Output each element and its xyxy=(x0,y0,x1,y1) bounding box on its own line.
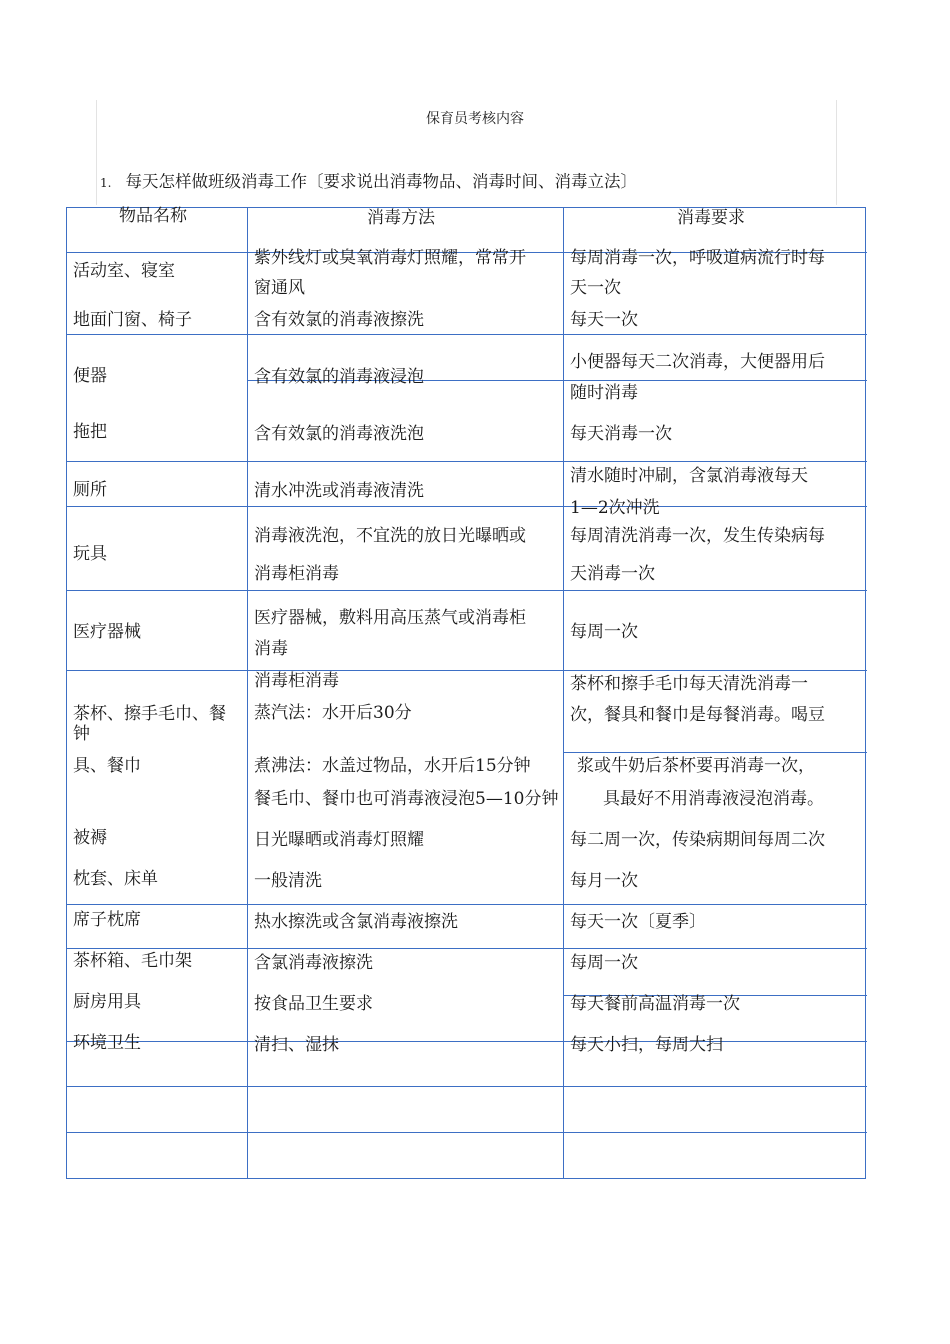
req-bedding: 每二周一次，传染病期间每周二次 xyxy=(570,830,825,850)
req-activity-room: 每周消毒一次，呼吸道病流行时每 xyxy=(570,248,825,268)
req-cups-towels-4: 具最好不用消毒液浸泡消毒。 xyxy=(603,789,824,809)
item-mat: 席子枕席 xyxy=(73,910,141,930)
item-toilet: 厕所 xyxy=(73,480,107,500)
req-mat: 每天一次〔夏季〕 xyxy=(570,912,706,932)
item-medical: 医疗器械 xyxy=(73,622,141,642)
method-environment: 清扫、湿抹 xyxy=(254,1035,339,1055)
item-environment: 环境卫生 xyxy=(73,1033,141,1053)
question-text: 每天怎样做班级消毒工作〔要求说出消毒物品、消毒时间、消毒立法〕 xyxy=(125,172,637,191)
method-floor-doors: 含有效氯的消毒液擦洗 xyxy=(254,310,424,330)
header-item-name: 物品名称 xyxy=(119,206,187,226)
question-1 xyxy=(100,168,637,192)
req-pillowcase: 每月一次 xyxy=(570,871,638,891)
item-cups-towels-cont2: 具、餐巾 xyxy=(73,756,141,776)
req-potty-cont: 随时消毒 xyxy=(570,383,638,403)
req-toilet-cont: 1—2次冲洗 xyxy=(570,498,660,518)
item-activity-room: 活动室、寝室 xyxy=(73,261,175,281)
item-pillowcase: 枕套、床单 xyxy=(73,869,158,889)
method-kitchen: 按食品卫生要求 xyxy=(254,994,373,1014)
method-cups-towels-4: 餐毛巾、餐巾也可消毒液浸泡5—10分钟 xyxy=(254,789,559,809)
header-method: 消毒方法 xyxy=(367,208,435,228)
item-mop: 拖把 xyxy=(73,422,107,442)
req-floor-doors: 每天一次 xyxy=(570,310,638,330)
req-toys: 每周清洗消毒一次，发生传染病每 xyxy=(570,526,825,546)
method-potty: 含有效氯的消毒液浸泡 xyxy=(254,367,424,387)
method-medical-cont: 消毒 xyxy=(254,639,288,659)
method-toys-cont: 消毒柜消毒 xyxy=(254,564,339,584)
method-pillowcase: 一般清洗 xyxy=(254,871,322,891)
req-cups-towels-2: 次，餐具和餐巾是每餐消毒。喝豆 xyxy=(570,705,825,725)
method-activity-room: 紫外线灯或臭氧消毒灯照耀，常常开 xyxy=(254,248,526,268)
req-potty: 小便器每天二次消毒，大便器用后 xyxy=(570,352,825,372)
req-environment: 每天小扫，每周大扫 xyxy=(570,1035,723,1055)
method-activity-room-cont: 窗通风 xyxy=(254,278,305,298)
req-kitchen: 每天餐前高温消毒一次 xyxy=(570,994,740,1014)
disinfection-table xyxy=(66,207,866,1179)
method-bedding: 日光曝晒或消毒灯照耀 xyxy=(254,830,424,850)
method-toys: 消毒液洗泡，不宜洗的放日光曝晒或 xyxy=(254,526,526,546)
method-cup-cabinet: 含氯消毒液擦洗 xyxy=(254,953,373,973)
method-mop: 含有效氯的消毒液洗泡 xyxy=(254,424,424,444)
item-cup-cabinet: 茶杯箱、毛巾架 xyxy=(73,951,192,971)
method-mat: 热水擦洗或含氯消毒液擦洗 xyxy=(254,912,458,932)
req-cups-towels: 茶杯和擦手毛巾每天清洗消毒一 xyxy=(570,674,808,694)
method-cups-towels: 消毒柜消毒 xyxy=(254,671,339,691)
item-toys: 玩具 xyxy=(73,544,107,564)
question-number: 1. xyxy=(100,176,112,190)
req-cup-cabinet: 每周一次 xyxy=(570,953,638,973)
page-title: 保育员考核内容 xyxy=(426,111,524,127)
req-toilet: 清水随时冲刷，含氯消毒液每天 xyxy=(570,466,808,486)
method-cups-towels-3: 煮沸法：水盖过物品，水开后15分钟 xyxy=(254,756,531,776)
header-requirement: 消毒要求 xyxy=(677,208,745,228)
method-medical: 医疗器械，敷料用高压蒸气或消毒柜 xyxy=(254,608,526,628)
item-bedding: 被褥 xyxy=(73,828,107,848)
item-kitchen: 厨房用具 xyxy=(73,992,141,1012)
item-cups-towels: 茶杯、擦手毛巾、餐 xyxy=(73,704,226,724)
item-cups-towels-cont: 钟 xyxy=(73,724,90,744)
req-mop: 每天消毒一次 xyxy=(570,424,672,444)
req-medical: 每周一次 xyxy=(570,622,638,642)
method-cups-towels-2: 蒸汽法：水开后30分 xyxy=(254,703,412,723)
req-toys-cont: 天消毒一次 xyxy=(570,564,655,584)
req-cups-towels-3: 浆或牛奶后茶杯要再消毒一次， xyxy=(577,756,815,776)
req-activity-room-cont: 天一次 xyxy=(570,278,621,298)
item-potty: 便器 xyxy=(73,366,107,386)
method-toilet: 清水冲洗或消毒液清洗 xyxy=(254,481,424,501)
item-floor-doors: 地面门窗、椅子 xyxy=(73,310,192,330)
